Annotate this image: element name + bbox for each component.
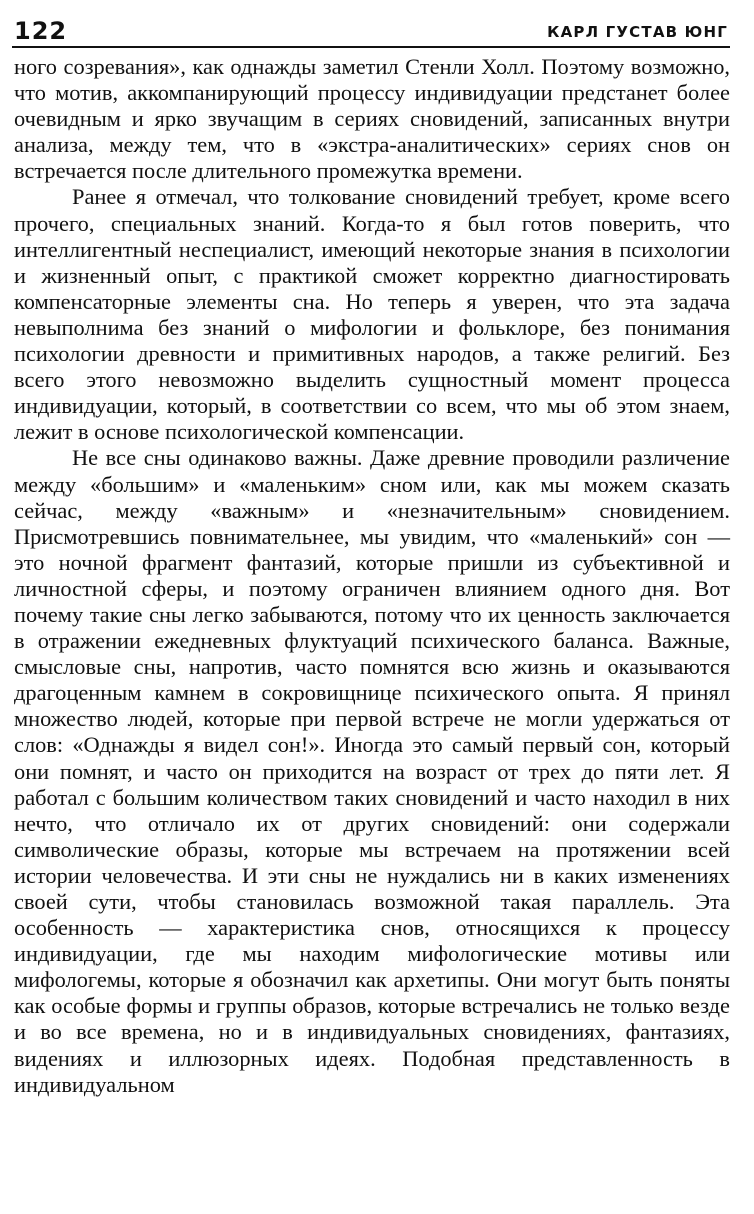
page-number: 122 <box>14 17 68 45</box>
running-head: КАРЛ ГУСТАВ ЮНГ <box>547 23 728 41</box>
paragraph: Ранее я отмечал, что толкование сновидений требует, кроме всего прочего, специальных знаний. Когда-то я был готов поверить, что интеллигентный неспециалист, имеющий некоторые знания в психологии и жизненный опыт, с практикой сможет корректно диагностировать компенсаторные элементы сна. Но теперь я уверен, что эта задача невыполнима без знаний о мифологии и фольклоре, без понимания психологии древности и примитивных народов, а также религий. Без всего этого невозможно выделить сущностный момент процесса индивидуации, который, в соответствии со всем, что мы об этом знаем, лежит в основе психологической компенсации. <box>14 184 730 445</box>
header-rule <box>12 46 730 48</box>
paragraph: Не все сны одинаково важны. Даже древние проводили различение между «большим» и «маленьким» сном или, как мы можем сказать сейчас, между «важным» и «незначительным» сновидением. Присмотревшись повнимательнее, мы увидим, что «маленький» сон — это ночной фрагмент фантазий, которые пришли из субъективной и личностной сферы, и поэтому ограничен влиянием одного дня. Вот почему такие сны легко забываются, потому что их ценность заключается в отражении ежедневных флуктуаций психического баланса. Важные, смысловые сны, напротив, часто помнятся всю жизнь и оказываются драгоценным камнем в сокровищнице психического опыта. Я принял множество людей, которые при первой встрече не могли удержаться от слов: «Однажды я видел сон!». Иногда это самый первый сон, который они помнят, и часто он приходится на возраст от трех до пяти лет. Я работал с большим количеством таких сновидений и часто находил в них нечто, что отличало их от других сновидений: они содержали символические образы, которые мы встречаем на протяжении всей истории человечества. И эти сны не нуждались ни в каких изменениях своей сути, чтобы становилась возможной такая параллель. Эта особенность — характеристика снов, относящихся к процессу индивидуации, где мы находим мифологические мотивы или мифологемы, которые я обозначил как архетипы. Они могут быть поняты как особые формы и группы образов, которые встречались не только везде и во все времена, но и в индивидуальных сновидениях, фантазиях, видениях и иллюзорных идеях. Подобная представленность в индивидуальном <box>14 445 730 1097</box>
paragraph-continued: ного созревания», как однажды заметил Стенли Холл. Поэтому возможно, что мотив, аккомпанирующий процессу индивидуации предстанет более очевидным и ярко звучащим в сериях сновидений, записанных внутри анализа, между тем, что в «экстра-аналитических» сериях снов он встречается после длительного промежутка времени. <box>14 54 730 184</box>
body-text <box>14 54 730 1098</box>
page-header <box>14 18 728 44</box>
